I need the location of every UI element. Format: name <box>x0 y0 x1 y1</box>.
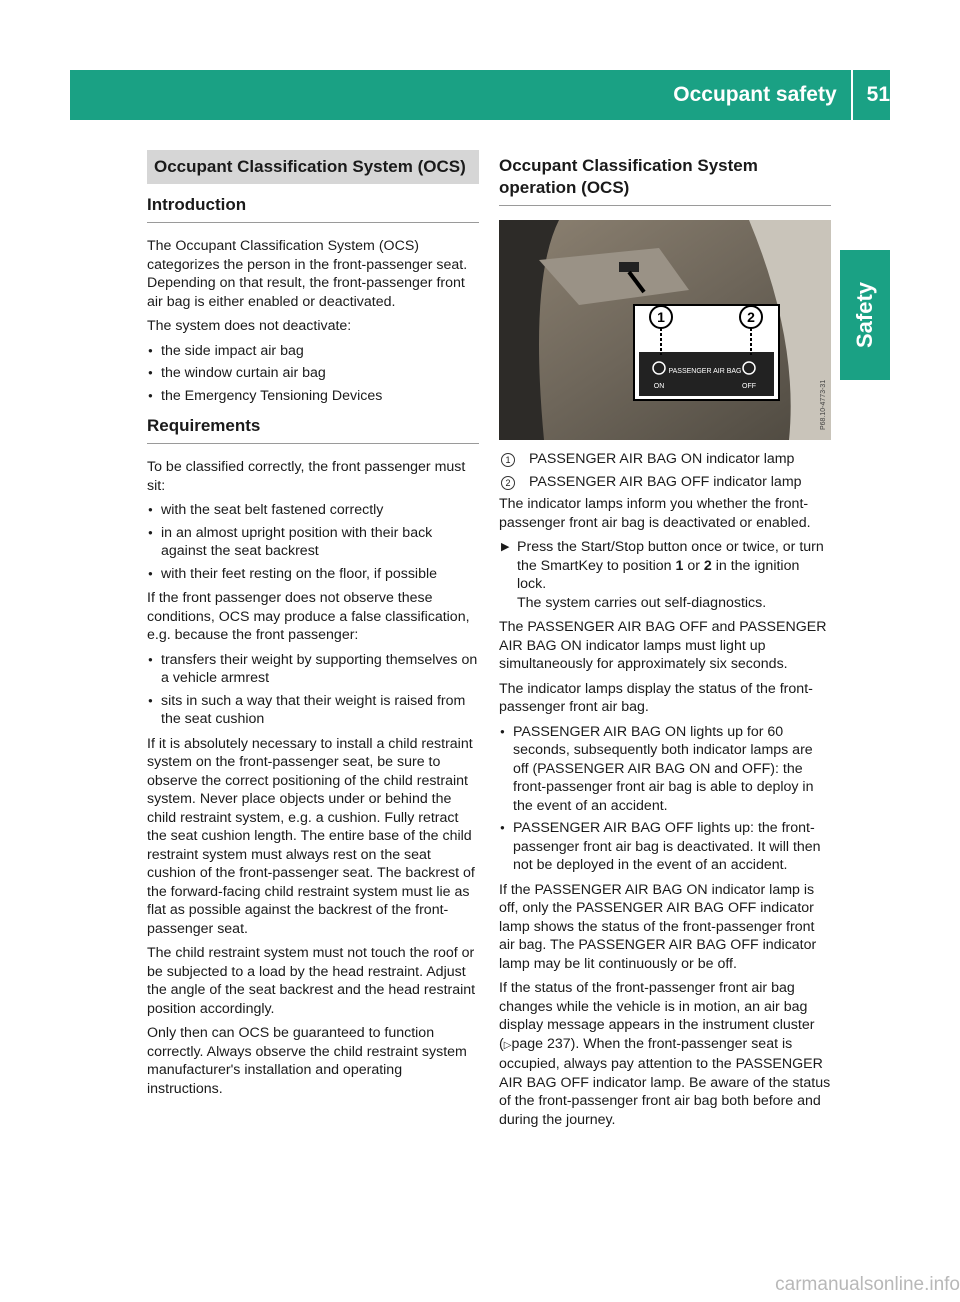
legend-item-1 <box>499 450 831 469</box>
indicator-paragraph: The indicator lamps inform you whether the front-passenger front air bag is deactivated or enabled. <box>499 496 811 531</box>
page-reference-link[interactable]: page 237 <box>511 1035 571 1052</box>
legend-item-2 <box>499 473 831 492</box>
page-number: 51 <box>866 83 890 106</box>
side-tab-label: Safety <box>852 281 878 349</box>
requirements-paragraph-4: The child restraint system must not touch the roof or be subjected to a load by the head restraint. Adjust the angle of the seat backrest and the head restraint position accordingly. <box>147 945 476 1017</box>
step-result: The system carries out self-diagnostics. <box>517 594 767 611</box>
panel-label: PASSENGER AIR BAG <box>668 368 742 375</box>
intro-paragraph-1: The Occupant Classification System (OCS) categorizes the person in the front-passenger seat. Depending on that result, the front-passenger front air bag is either enabled or deactivated. <box>147 238 468 310</box>
introduction-heading: Introduction <box>147 194 479 223</box>
list-item: ● PASSENGER AIR BAG ON lights up for 60 seconds, subsequently both indicator lamps are off (PASSENGER AIR BAG ON and OFF): the front-passenger front air bag is able to deploy in the event of an accident. <box>499 723 831 816</box>
step-text-mid: or <box>683 557 704 574</box>
header-separator <box>851 70 853 120</box>
legend-text: PASSENGER AIR BAG OFF indicator lamp <box>529 473 802 490</box>
page-reference-icon: ▷ <box>503 1039 512 1051</box>
intro-paragraph-2: The system does not deactivate: <box>147 318 352 334</box>
instruction-step <box>499 538 831 612</box>
list-item: ● PASSENGER AIR BAG OFF lights up: the front-passenger front air bag is deactivated. It will then not be deployed in the event of an accident. <box>499 819 831 875</box>
on-label: ON <box>653 383 665 390</box>
list-item: ● with their feet resting on the floor, if possible <box>147 565 479 584</box>
requirements-paragraph-3: If it is absolutely necessary to install a child restraint system on the front-passenger seat, be sure to observe the correct positioning of the child restraint system. Never place objects under or behind the child restraint system, e.g. a cushion. Fully retract the seat cushion length. The entire base of the child restraint system must always rest on the seat cushion of the front-passenger seat. The backrest of the forward-facing child restraint system must lie as flat as possible against the backrest of the front-passenger seat. <box>147 735 475 937</box>
section-title-box: Occupant Classification System (OCS) <box>147 150 479 184</box>
list-item: ● the Emergency Tensioning Devices <box>147 387 479 406</box>
off-label: OFF <box>742 383 756 390</box>
status-paragraph: The indicator lamps display the status of the front-passenger front air bag. <box>499 680 813 715</box>
list-item: ● the side impact air bag <box>147 342 479 361</box>
intro-list <box>147 342 479 406</box>
lamps-paragraph: The PASSENGER AIR BAG OFF and PASSENGER AIR BAG ON indicator lamps must light up simultaneously for approximately six seconds. <box>499 619 827 672</box>
right-column <box>499 150 831 1135</box>
step-text-post: in the ignition lock. <box>517 557 800 592</box>
requirements-heading: Requirements <box>147 415 479 444</box>
left-column <box>147 150 479 1104</box>
callout-1: 1 <box>657 309 665 325</box>
step-position-1: 1 <box>675 557 684 574</box>
legend-number: 1 <box>501 453 515 467</box>
requirements-paragraph-5: Only then can OCS be guaranteed to function correctly. Always observe the child restraint system manufacturer's installation and operating instructions. <box>147 1025 467 1097</box>
legend-number: 2 <box>501 476 515 490</box>
ocs-operation-heading: Occupant Classification System operation (OCS) <box>499 155 831 206</box>
status-list <box>499 723 831 875</box>
list-item: ● the window curtain air bag <box>147 364 479 383</box>
requirements-list <box>147 501 479 583</box>
indicator-window <box>619 262 639 272</box>
list-item: ● transfers their weight by supporting themselves on a vehicle armrest <box>147 651 479 688</box>
list-item: ● in an almost upright position with their back against the seat backrest <box>147 524 479 561</box>
running-header-title: Occupant safety <box>673 83 837 106</box>
watermark: carmanualsonline.info <box>775 1274 960 1295</box>
step-position-2: 2 <box>703 557 712 574</box>
motion-paragraph <box>499 979 831 1129</box>
requirements-paragraph-1: To be classified correctly, the front passenger must sit: <box>147 459 466 494</box>
false-classification-list <box>147 651 479 729</box>
list-item: ● sits in such a way that their weight is raised from the seat cushion <box>147 692 479 729</box>
figure-code: P68.10-4773-31 <box>820 379 827 430</box>
callout-2: 2 <box>747 309 755 325</box>
step-text-pre: Press the Start/Stop button once or twice, or turn the SmartKey to position <box>517 539 824 574</box>
running-header <box>673 70 890 120</box>
requirements-paragraph-2: If the front passenger does not observe these conditions, OCS may produce a false classification, e.g. because the front passenger: <box>147 590 470 643</box>
step-arrow-icon: ▶ <box>501 541 510 553</box>
motion-text-pre: If the status of the front-passenger front air bag changes while the vehicle is in motion, an air bag display message appears in the instrument cluster ( <box>499 980 815 1052</box>
list-item: ● with the seat belt fastened correctly <box>147 501 479 520</box>
legend-text: PASSENGER AIR BAG ON indicator lamp <box>529 451 795 467</box>
motion-text-post: ). When the front-passenger seat is occupied, always pay attention to the PASSENGER AIR BAG OFF indicator lamp. Be aware of the status of the front-passenger front air bag both before and during the journey. <box>499 1035 831 1128</box>
side-tab-label-wrap <box>840 250 890 380</box>
off-lamp-paragraph: If the PASSENGER AIR BAG ON indicator lamp is off, only the PASSENGER AIR BAG OFF indicator lamp shows the status of the front-passenger front air bag. The PASSENGER AIR BAG OFF indicator lamp may be lit continuously or be off. <box>499 881 817 972</box>
ocs-indicator-photo <box>499 220 831 440</box>
